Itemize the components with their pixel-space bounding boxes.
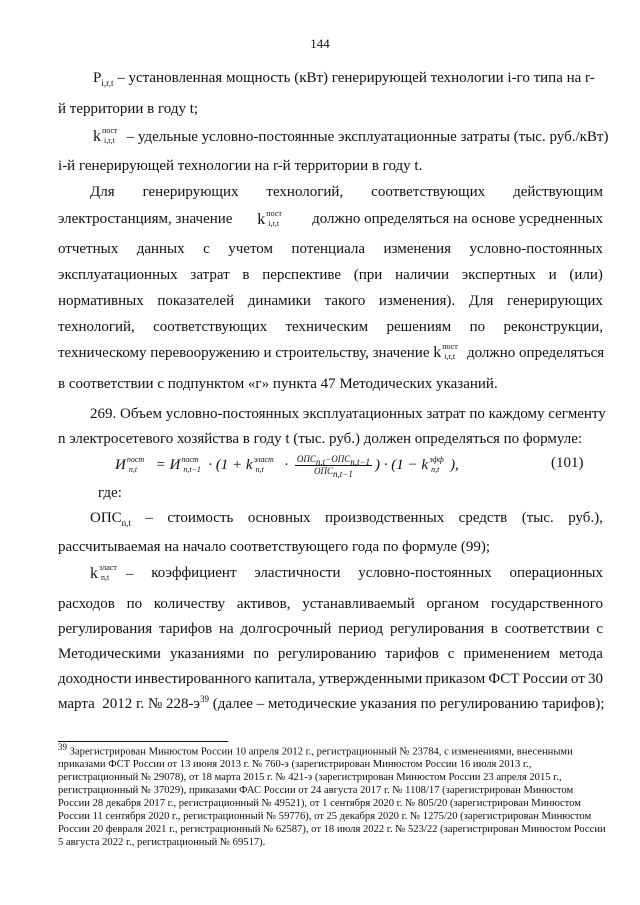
para269-line1: 269. Объем условно-постоянных эксплуатационных затрат по каждому сегменту <box>90 406 606 422</box>
p-definition-text: – установленная мощность (кВт) генерирующей технологии i-го типа на r- <box>113 70 595 86</box>
footnote-line4: регистрационный № 37029), приказами ФАС России от 24 августа 2017 г. № 1108/17 (зарегистрирован Минюстом <box>58 785 574 796</box>
formula-number: (101) <box>551 455 584 471</box>
para1-line2: электростанциям, значение k пост i,r,t должно определяться на основе усредненных <box>58 209 603 228</box>
k-subscript: i,r,t <box>104 136 115 145</box>
p-subscript: i,r,t <box>101 78 114 88</box>
footnote-line7: России 20 февраля 2021 г., регистрационный № 62587), от 18 июля 2022 г. № 523/22 (зарегистрирован Минюстом России <box>58 824 606 835</box>
k-elast-line3: регулирования тарифов на долгосрочный период регулирования в соответствии с <box>58 621 603 637</box>
k-inline-1: k пост i,r,t <box>257 209 282 228</box>
k-symbol: k <box>93 128 101 145</box>
where-label: где: <box>98 485 122 501</box>
para1-line6: технологий, соответствующих техническим решениям по реконструкции, <box>58 319 603 335</box>
para269-line2: n электросетевого хозяйства в году t (тыс. руб.) должен определяться по формуле: <box>58 431 583 447</box>
para1-line5: нормативных показателей динамики такого изменения). Для генерирующих <box>58 293 603 309</box>
k-elast-definition: k эласт n,t – коэффициент эластичности условно-постоянных операционных <box>90 563 603 582</box>
page-number: 144 <box>310 36 330 51</box>
k-elast-line2: расходов по количеству активов, устанавливаемый органом государственного <box>58 596 603 612</box>
footnote-line3: регистрационный № 29078), от 18 марта 2015 г. № 421-э (зарегистрирован Минюстом России 23 апреля 2015 г., <box>58 772 562 783</box>
footnote-ref: 39 <box>199 694 209 704</box>
footnote-line2: приказами ФСТ России от 13 июня 2013 г. № 760-э (зарегистрирован Минюстом России 16 июля 2013 г., <box>58 759 532 770</box>
k-definition-cont: i-й генерирующей технологии на r-й территории в году t. <box>58 158 423 174</box>
footnote-separator <box>58 741 228 742</box>
p-symbol: P <box>93 70 102 86</box>
k-inline-2: k <box>433 344 442 361</box>
footnote-line5: России 28 декабря 2017 г., регистрационный № 49521), от 1 сентября 2020 г. № 805/20 (зарегистрирован Минюстом <box>58 798 581 809</box>
para1-line1: Для генерирующих технологий, соответствующих действующим <box>90 184 603 200</box>
para1-line7: техническому перевооружению и строительству, значение k пост i,r,t должно определяться <box>58 342 605 361</box>
p-definition <box>93 71 595 86</box>
footnote-line6: России 11 сентября 2020 г., регистрационный № 59776), от 25 декабря 2020 г. № 1275/20 (зарегистрирован Минюстом <box>58 811 592 822</box>
para1-line8: в соответствии с подпунктом «г» пункта 47 Методических указаний. <box>58 376 498 392</box>
k-superscript: пост <box>102 126 118 135</box>
formula-fraction: $\frac{ОПС_{n,t}-ОПС_{n,t-1}}{ОПС_{n,t-1}}$ <box>296 454 371 479</box>
k-definition-text: – удельные условно-постоянные эксплуатационные затраты (тыс. руб./кВт) <box>123 129 609 145</box>
ops-definition-cont: рассчитываемая на начало соответствующего года по формуле (99); <box>58 539 491 555</box>
k-definition <box>93 126 609 145</box>
k-elast-line4: Методическими указаниями по регулированию тарифов с применением метода <box>58 646 603 662</box>
formula-101: И пост n,t = И пост n,t−1 · (1 + k эласт n,t · $\frac{ОПС_{n,t}-ОПС_{n,t-1}}{ОПС_{n,t-1}}$ ) · (1 − k эфф n,t ), <box>115 454 459 479</box>
k-elast-line6: марта 2012 г. № $228-э^{39}$ (далее – методические указания по регулированию тарифов); <box>58 694 605 712</box>
k-elast-line5: доходности инвестированного капитала, утвержденными приказом ФСТ России от 30 <box>58 671 603 687</box>
footnote-line1: $^{39}$ Зарегистрирован Минюстом России 10 апреля 2012 г., регистрационный № 23784, с изменениями, внесенными <box>58 742 573 758</box>
p-definition-cont: й территории в году t; <box>58 101 199 117</box>
para1-line4: эксплуатационных затрат в перспективе (при наличии экспертных и (или) <box>58 267 603 283</box>
footnote-line8: 5 августа 2022 г., регистрационный № 69517). <box>58 837 266 848</box>
para1-line3: отчетных данных с учетом потенциала изменения условно-постоянных <box>58 241 603 257</box>
ops-definition: $ОПС_{n,t}$ – стоимость основных производственных средств (тыс. руб.), <box>90 510 603 528</box>
